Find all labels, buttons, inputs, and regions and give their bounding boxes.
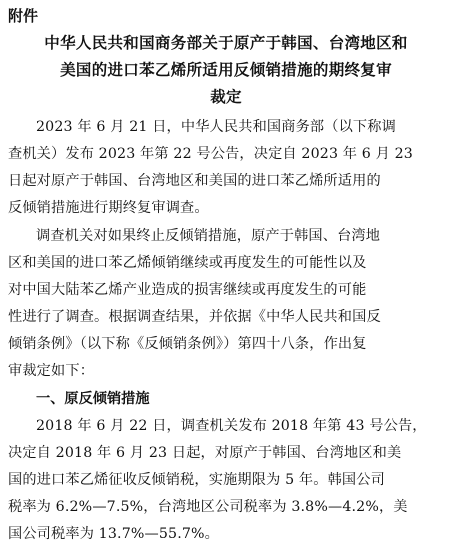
section-1-line-1: 2018 年 6 月 22 日，调查机关发布 2018 年第 43 号公告， [36, 418, 427, 434]
paragraph-1-line-2: 查机关）发布 2023 年第 22 号公告，决定自 2023 年 6 月 23 [8, 146, 413, 162]
title-line-1: 中华人民共和国商务部关于原产于韩国、台湾地区和 [44, 34, 408, 52]
paragraph-2-line-6: 审裁定如下： [8, 363, 95, 379]
paragraph-1-line-4: 反倾销措施进行期终复审调查。 [8, 200, 209, 216]
paragraph-2-line-3: 对中国大陆苯乙烯产业造成的损害继续或再度发生的可能 [8, 282, 367, 298]
title-line-3: 裁定 [210, 88, 242, 106]
title-line-2: 美国的进口苯乙烯所适用反倾销措施的期终复审 [60, 61, 392, 79]
paragraph-2-line-5: 倾销条例》（以下称《反倾销条例》）第四十八条，作出复 [8, 336, 367, 352]
section-1-line-5: 国公司税率为 13.7%—55.7%。 [8, 526, 220, 542]
paragraph-2-line-4: 性进行了调查。根据调查结果，并依据《中华人民共和国反 [8, 309, 381, 325]
paragraph-2-line-2: 区和美国的进口苯乙烯倾销继续或再度发生的可能性以及 [8, 255, 367, 271]
paragraph-1-line-1: 2023 年 6 月 21 日，中华人民共和国商务部（以下称调 [36, 119, 396, 135]
section-1-line-2: 决定自 2018 年 6 月 23 日起，对原产于韩国、台湾地区和美 [8, 445, 402, 461]
section-1-line-4: 税率为 6.2%—7.5%，台湾地区公司税率为 3.8%—4.2%，美 [8, 499, 408, 515]
section-1-heading: 一、原反倾销措施 [36, 391, 150, 407]
paragraph-1-line-3: 日起对原产于韩国、台湾地区和美国的进口苯乙烯所适用的 [8, 173, 381, 189]
section-1-line-3: 国的进口苯乙烯征收反倾销税，实施期限为 5 年。韩国公司 [8, 472, 385, 488]
attachment-label: 附件 [8, 7, 39, 25]
paragraph-2-line-1: 调查机关对如果终止反倾销措施，原产于韩国、台湾地 [36, 228, 381, 244]
